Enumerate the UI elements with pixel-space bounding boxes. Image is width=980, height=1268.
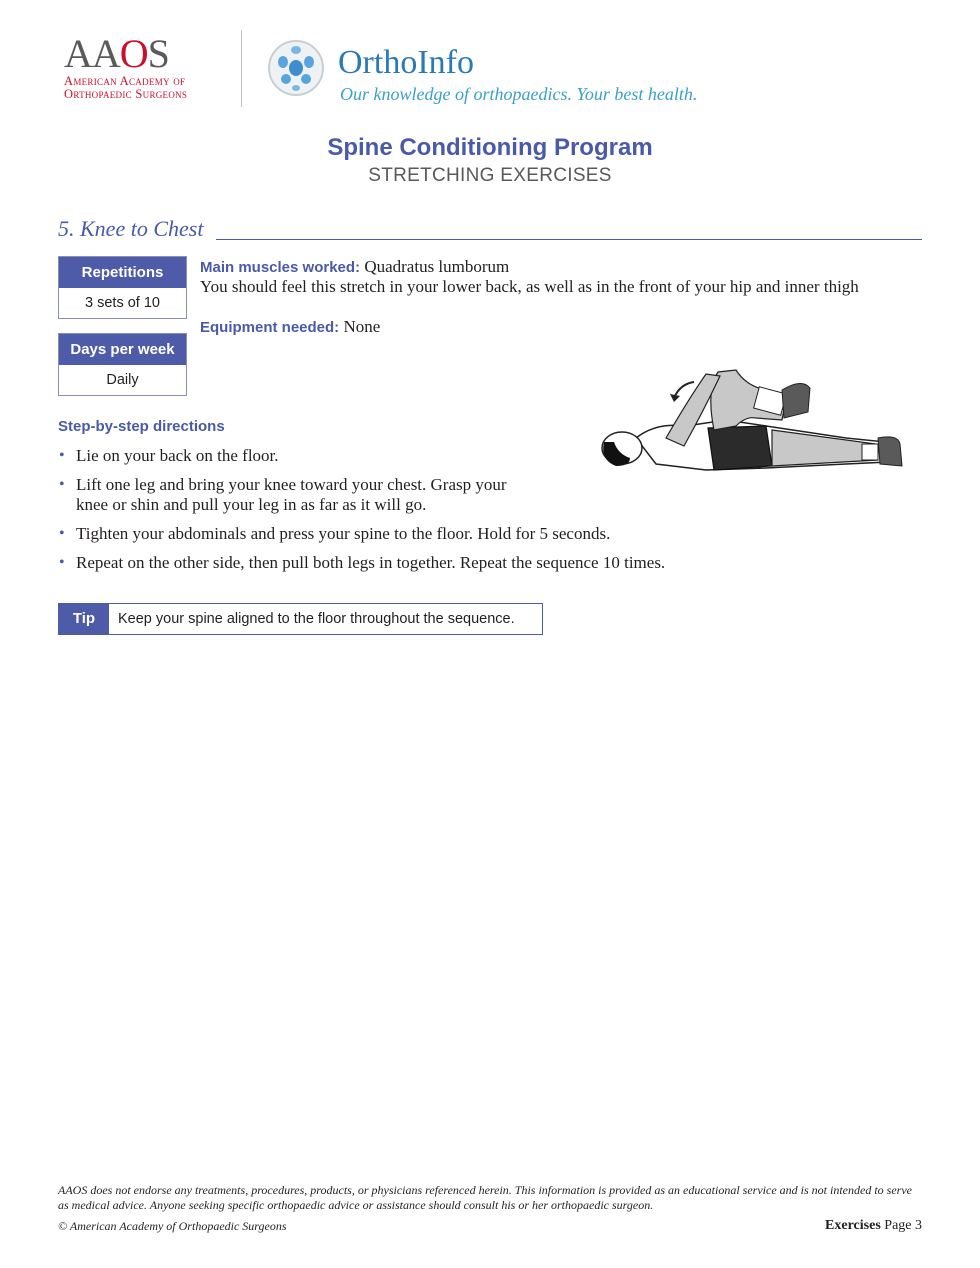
days-per-week-value: Daily xyxy=(59,365,186,395)
aaos-logo xyxy=(64,30,169,77)
aaos-logo-text: AA xyxy=(64,31,120,76)
footer-copyright: © American Academy of Orthopaedic Surgeons xyxy=(58,1219,287,1233)
directions-heading: Step-by-step directions xyxy=(58,418,225,435)
tip-box xyxy=(58,603,543,635)
direction-step: • Repeat on the other side, then pull both legs in together. Repeat the sequence 10 times. xyxy=(58,553,738,573)
footer-page-number xyxy=(825,1218,922,1234)
aaos-logo-subtitle xyxy=(64,75,187,101)
equipment-value: None xyxy=(343,317,381,336)
feel-text: You should feel this stretch in your lower back, as well as in the front of your hip and inner thigh xyxy=(200,277,859,296)
direction-step: • Tighten your abdominals and press your spine to the floor. Hold for 5 seconds. xyxy=(58,524,738,544)
direction-step: • Lie on your back on the floor. xyxy=(58,446,738,466)
aaos-line-1: American Academy of xyxy=(64,74,186,88)
footer-disclaimer: AAOS does not endorse any treatments, procedures, products, or physicians referenced herein. This information is provided as an educational service and is not intended to serve as medical advice. Anyone seeking specific orthopaedic advice or assistance should consult his or her orthopaedic surgeon. xyxy=(58,1183,912,1212)
equipment-label: Equipment needed: xyxy=(200,319,340,336)
main-muscles-label: Main muscles worked: xyxy=(200,259,361,276)
repetitions-label: Repetitions xyxy=(59,257,186,288)
aaos-line-2: Orthopaedic Surgeons xyxy=(64,87,188,101)
days-per-week-box xyxy=(58,333,187,396)
tip-text: Keep your spine aligned to the floor throughout the sequence. xyxy=(118,611,515,627)
directions-list xyxy=(58,446,738,582)
document-subtitle: STRETCHING EXERCISES xyxy=(368,165,612,186)
muscles-section xyxy=(200,257,920,297)
aaos-logo-text-end: S xyxy=(147,31,169,76)
footer-page-section: Exercises xyxy=(825,1218,881,1233)
repetitions-value: 3 sets of 10 xyxy=(59,288,186,318)
aaos-logo-o: O xyxy=(119,31,148,76)
days-per-week-label: Days per week xyxy=(59,334,186,365)
exercise-heading: 5. Knee to Chest xyxy=(58,216,204,241)
exercise-heading-rule xyxy=(216,239,922,240)
main-muscles-value: Quadratus lumborum xyxy=(364,257,510,276)
tip-label: Tip xyxy=(59,604,109,634)
orthoinfo-logo-text: OrthoInfo xyxy=(338,44,474,81)
orthoinfo-tagline: Our knowledge of orthopaedics. Your best health. xyxy=(340,84,698,104)
footer-page-label: Page 3 xyxy=(884,1218,922,1233)
direction-step: • Lift one leg and bring your knee toward your chest. Grasp your knee or shin and pull your leg in as far as it will go. xyxy=(58,475,536,515)
equipment-section xyxy=(200,317,380,337)
header-divider xyxy=(241,30,242,107)
repetitions-box xyxy=(58,256,187,319)
document-title: Spine Conditioning Program xyxy=(327,134,653,161)
orthoinfo-ball-icon xyxy=(266,38,326,98)
